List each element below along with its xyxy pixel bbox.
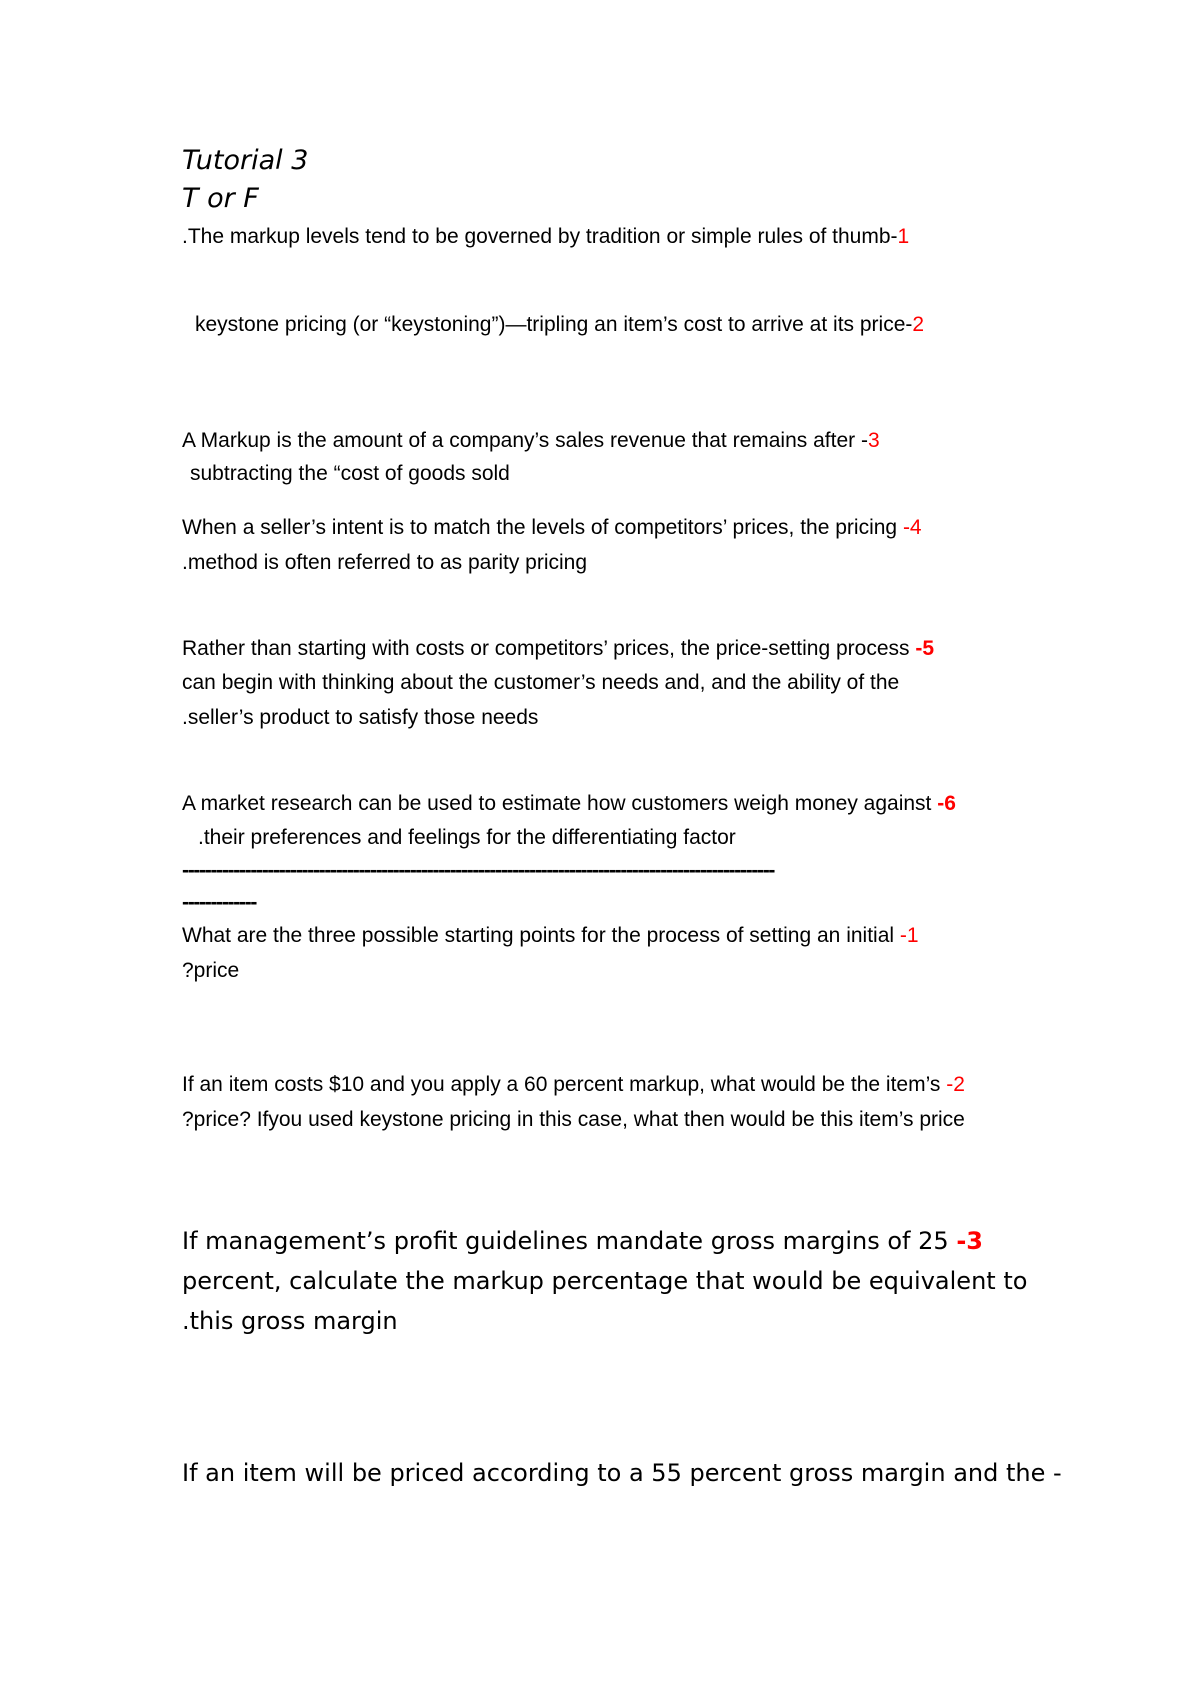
tutorial-title: Tutorial 3 <box>182 145 309 176</box>
question-3 <box>182 1225 983 1257</box>
question-4: If an item will be priced according to a 55 percent gross margin and the - <box>182 1459 1062 1487</box>
tf-statement-6-continuation: .their preferences and feelings for the differentiating factor <box>198 826 736 849</box>
section-heading-t-or-f: T or F <box>182 183 259 214</box>
tf-statement-text: keystone pricing (or “keystoning”)—tripling an item’s cost to arrive at its price- <box>195 313 913 336</box>
question-number: -3 <box>956 1227 983 1255</box>
tf-statement-number: -4 <box>902 516 922 539</box>
tf-statement-2 <box>195 312 924 338</box>
question-number: -1 <box>899 924 919 947</box>
tf-statement-number: 2 <box>912 313 925 336</box>
tf-statement-text: .The markup levels tend to be governed by tradition or simple rules of thumb- <box>182 225 898 248</box>
tf-statement-5-continuation-2: .seller’s product to satisfy those needs <box>182 706 539 729</box>
tf-statement-number: 3 <box>867 429 880 452</box>
separator-line-2: ------------- <box>182 891 257 914</box>
tf-statement-number: 1 <box>897 225 910 248</box>
tf-statement-text: When a seller’s intent is to match the levels of competitors’ prices, the pricing <box>182 516 903 539</box>
question-text: What are the three possible starting points for the process of setting an initial <box>182 924 900 947</box>
tf-statement-6 <box>182 791 956 817</box>
tf-statement-number: -6 <box>937 792 956 815</box>
question-1-continuation: ?price <box>182 959 240 982</box>
tf-statement-3 <box>182 428 880 454</box>
tf-statement-1 <box>182 224 909 250</box>
tf-statement-text: A market research can be used to estimate how customers weigh money against <box>182 792 938 815</box>
question-3-continuation: percent, calculate the markup percentage that would be equivalent to <box>182 1267 1028 1295</box>
question-2-continuation: ?price? Ifyou used keystone pricing in this case, what then would be this item’s price <box>182 1108 965 1131</box>
question-text: If management’s profit guidelines mandate gross margins of 25 <box>182 1227 957 1255</box>
separator-line: -------------------------------------------------------------------------------------------------------- <box>182 859 775 882</box>
tf-statement-3-continuation: subtracting the “cost of goods sold <box>190 462 510 485</box>
tf-statement-text: Rather than starting with costs or competitors’ prices, the price-setting process <box>182 637 916 660</box>
tf-statement-4-continuation: .method is often referred to as parity pricing <box>182 551 588 574</box>
tf-statement-text: A Markup is the amount of a company’s sales revenue that remains after - <box>182 429 868 452</box>
tf-statement-5 <box>182 636 934 662</box>
tf-statement-4 <box>182 515 922 541</box>
question-3-continuation-2: .this gross margin <box>182 1307 398 1335</box>
tf-statement-number: -5 <box>915 637 935 660</box>
question-number: -2 <box>946 1073 965 1096</box>
question-text: If an item costs $10 and you apply a 60 percent markup, what would be the item’s <box>182 1073 947 1096</box>
question-1 <box>182 923 919 949</box>
question-2 <box>182 1072 965 1098</box>
tf-statement-5-continuation: can begin with thinking about the customer’s needs and, and the ability of the <box>182 671 900 694</box>
